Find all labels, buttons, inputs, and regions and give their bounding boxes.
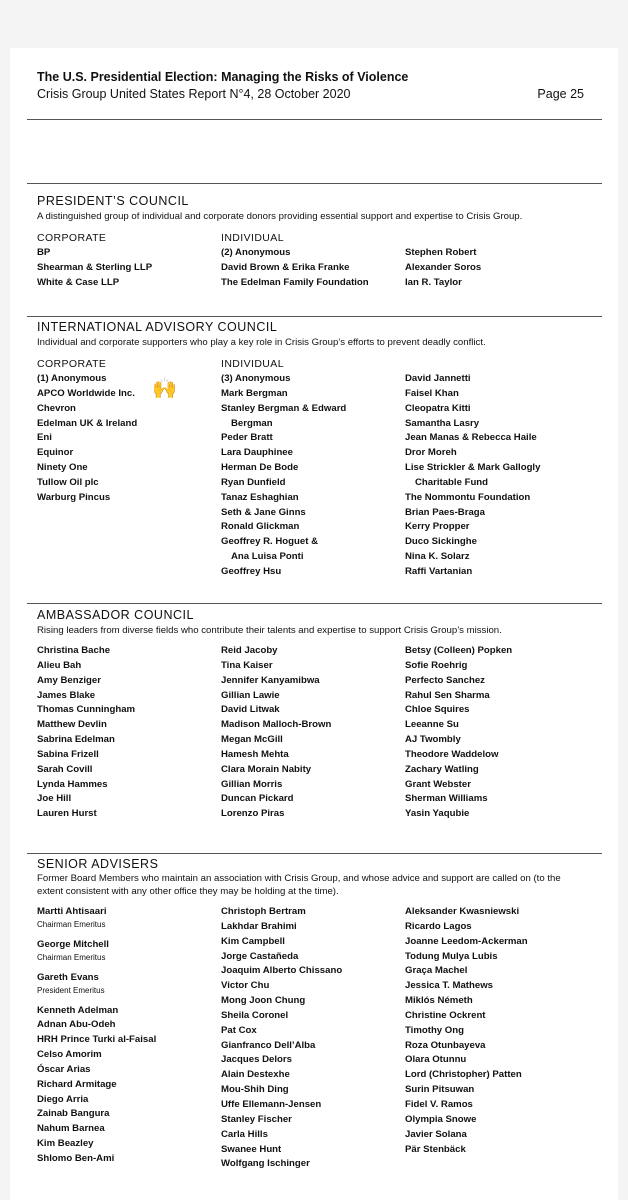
list-item: Ricardo Lagos [405,920,472,932]
list-item: Mong Joon Chung [221,995,306,1007]
list-item: Charitable Fund [415,476,489,488]
list-item: David Jannetti [405,373,471,384]
list-item: Lauren Hurst [37,808,97,820]
list-item: Miklós Németh [405,995,473,1007]
list-item: Geoffrey Hsu [221,565,282,577]
list-item: Swanee Hunt [221,1143,282,1155]
list-item: Joanne Leedom-Ackerman [405,935,528,947]
list-item: Adnan Abu-Odeh [37,1019,116,1031]
list-item: Timothy Ong [405,1024,464,1036]
list-item: Fidel V. Ramos [405,1098,473,1110]
list-item: Madison Malloch-Brown [221,719,332,731]
list-item: Eni [37,432,52,444]
list-item: Sheila Coronel [221,1009,289,1021]
list-item: Stanley Bergman & Edward [221,402,347,414]
section-title-ambassador-council: AMBASSADOR COUNCIL [37,608,194,622]
list-item: James Blake [37,689,96,701]
sa-emeriti-list [37,905,227,996]
section-description: A distinguished group of individual and corporate donors providing essential support and expertise to Crisis Group. [37,211,523,222]
list-item: Nahum Barnea [37,1123,105,1135]
list-item: Yasin Yaqubie [405,808,470,820]
list-item: Uffe Ellemann-Jensen [221,1098,322,1110]
list-item: Diego Arria [37,1093,89,1105]
sa-column-2 [221,905,411,1172]
emeritus-role: President Emeritus [37,985,105,995]
ac-column-2 [221,644,411,822]
list-item: Óscar Arias [37,1063,91,1075]
section-divider [27,853,602,854]
list-item: Faisel Khan [405,387,459,399]
list-item: Ryan Dunfield [221,476,286,488]
column-heading: INDIVIDUAL [221,358,284,370]
list-item: Duco Sickinghe [405,536,477,548]
ac-col1-list [37,644,227,822]
column-heading: CORPORATE [37,358,107,370]
list-item: Leeanne Su [405,719,459,731]
list-item: Clara Morain Nabity [221,763,312,775]
list-item: Reid Jacoby [221,645,278,656]
document-page [10,48,618,1200]
list-item: Kim Campbell [221,935,285,947]
list-item: Celso Amorim [37,1049,102,1061]
pc-col2-list [221,246,411,291]
report-subtitle: Crisis Group United States Report N°4, 28 October 2020 [37,87,351,101]
list-item: Sabrina Edelman [37,734,115,746]
list-item: Kim Beazley [37,1138,94,1150]
list-item: Lara Dauphinee [221,447,293,459]
list-item: Samantha Lasry [405,417,480,429]
list-item: Gillian Lawie [221,689,280,701]
list-item: Joe Hill [37,793,72,805]
list-item: Jennifer Kanyamibwa [221,674,320,686]
list-item: Jorge Castañeda [221,950,299,962]
list-item: Ana Luisa Ponti [231,551,304,563]
list-item: Grant Webster [405,778,471,790]
list-item: Lord (Christopher) Patten [405,1069,522,1081]
column-heading: INDIVIDUAL [221,232,284,244]
list-item: APCO Worldwide Inc. [37,387,135,399]
list-item: Jessica T. Mathews [405,980,493,992]
list-item: George Mitchell [37,938,109,950]
pc-col3-list [405,246,595,291]
emeritus-role: Chairman Emeritus [37,952,106,962]
sa-col2-list [221,905,411,1172]
list-item: Brian Paes-Braga [405,506,485,518]
list-item: Stephen Robert [405,247,477,258]
list-item: Richard Armitage [37,1078,117,1090]
list-item: White & Case LLP [37,276,120,288]
list-item: Lorenzo Piras [221,808,285,820]
list-item: Christine Ockrent [405,1009,486,1021]
list-item: Zainab Bangura [37,1108,110,1120]
sa-col1-list [37,1004,227,1167]
list-item: Peder Bratt [221,432,273,444]
list-item: Kenneth Adelman [37,1004,119,1016]
list-item: Olympia Snowe [405,1113,477,1125]
list-item: Mark Bergman [221,387,288,399]
list-item: Pär Stenbäck [405,1143,466,1155]
list-item: Matthew Devlin [37,719,107,731]
list-item: Hamesh Mehta [221,748,289,760]
iac-col1-list [37,372,227,506]
list-item: Megan McGill [221,734,283,746]
section-divider [27,183,602,184]
list-item: BP [37,247,51,258]
list-item: Aleksander Kwasniewski [405,906,520,917]
list-item: Sofie Roehrig [405,659,468,671]
pc-col1-list [37,246,227,291]
list-item: Roza Otunbayeva [405,1039,486,1051]
list-item: Gianfranco Dell’Alba [221,1039,316,1051]
list-item: Martti Ahtisaari [37,906,107,917]
ac-column-1 [37,644,227,822]
list-item: Sherman Williams [405,793,488,805]
list-item: Stanley Fischer [221,1113,292,1125]
list-item: Thomas Cunningham [37,704,136,716]
iac-individual-column [221,358,411,580]
section-divider [27,316,602,317]
list-item: Nina K. Solarz [405,551,470,563]
list-item: Cleopatra Kitti [405,402,471,414]
list-item: David Brown & Erika Franke [221,261,350,273]
sa-column-1 [37,905,227,1167]
list-item: Equinor [37,447,74,459]
list-item: Jean Manas & Rebecca Haile [405,432,537,444]
list-item: Duncan Pickard [221,793,294,805]
header-divider [27,119,602,120]
list-item: Javier Solana [405,1128,467,1140]
list-item: Bergman [231,417,273,429]
raised-hands-emoji: 🙌 [152,378,177,400]
list-item: Mou-Shih Ding [221,1084,289,1096]
iac-corporate-column [37,358,227,506]
list-item: Chloe Squires [405,704,470,716]
list-item: Rahul Sen Sharma [405,689,490,701]
list-item: Jacques Delors [221,1054,292,1066]
sa-column-3 [405,905,595,1157]
list-item: Sabina Frizell [37,748,99,760]
list-item: Tanaz Eshaghian [221,491,299,503]
section-description: Individual and corporate supporters who play a key role in Crisis Group’s efforts to prevent deadly conflict. [37,337,486,348]
column-heading: CORPORATE [37,232,107,244]
list-item: (3) Anonymous [221,373,291,384]
list-item: Herman De Bode [221,462,299,474]
section-divider [27,603,602,604]
pc-corporate-column [37,232,227,291]
list-item: Christoph Bertram [221,906,306,917]
list-item: Theodore Waddelow [405,748,499,760]
section-title-presidents-council: PRESIDENT’S COUNCIL [37,194,189,208]
list-item: HRH Prince Turki al-Faisal [37,1034,157,1046]
list-item: Gillian Morris [221,778,283,790]
list-item: Christina Bache [37,645,111,656]
list-item: Alain Destexhe [221,1069,290,1081]
list-item: Sarah Covill [37,763,93,775]
list-item: Tina Kaiser [221,659,273,671]
report-title: The U.S. Presidential Election: Managing the Risks of Violence [37,70,409,84]
list-item: Olara Otunnu [405,1054,467,1066]
ac-col2-list [221,644,411,822]
list-item: Victor Chu [221,980,270,992]
sa-col3-list [405,905,595,1157]
iac-individual-column-2 [405,372,595,580]
section-description: Former Board Members who maintain an association with Crisis Group, and whose advice and support are called on (to the extent consistent with any other office they may be holding at the time). [37,873,561,897]
list-item: Kerry Propper [405,521,470,533]
iac-col2-list [221,372,411,580]
list-item: The Edelman Family Foundation [221,276,369,288]
list-item: Shlomo Ben-Ami [37,1152,115,1164]
list-item: Zachary Watling [405,763,479,775]
list-item: Warburg Pincus [37,491,111,503]
list-item: Pat Cox [221,1024,257,1036]
list-item: (1) Anonymous [37,373,107,384]
list-item: Betsy (Colleen) Popken [405,645,513,656]
list-item: Perfecto Sanchez [405,674,485,686]
section-title-senior-advisers: SENIOR ADVISERS [37,857,159,871]
list-item: Alexander Soros [405,261,482,273]
list-item: Ninety One [37,462,88,474]
list-item: Joaquim Alberto Chissano [221,965,343,977]
list-item: (2) Anonymous [221,247,291,258]
list-item: Ronald Glickman [221,521,300,533]
list-item: Geoffrey R. Hoguet & [221,536,319,548]
pc-individual-column-2 [405,246,595,291]
list-item: Tullow Oil plc [37,476,99,488]
list-item: The Nommontu Foundation [405,491,531,503]
list-item: Graça Machel [405,965,468,977]
list-item: Lakhdar Brahimi [221,920,297,932]
list-item: Raffi Vartanian [405,565,473,577]
list-item: David Litwak [221,704,280,716]
list-item: Chevron [37,402,76,414]
page-number: Page 25 [537,87,584,101]
ac-col3-list [405,644,595,822]
list-item: Alieu Bah [37,659,82,671]
list-item: Wolfgang Ischinger [221,1158,310,1170]
ac-column-3 [405,644,595,822]
list-item: Gareth Evans [37,971,99,983]
section-title-international-advisory-council: INTERNATIONAL ADVISORY COUNCIL [37,320,278,334]
report-header [37,69,584,103]
list-item: Dror Moreh [405,447,457,459]
list-item: Lise Strickler & Mark Gallogly [405,462,541,474]
list-item: Seth & Jane Ginns [221,506,306,518]
list-item: Carla Hills [221,1128,268,1140]
section-description: Rising leaders from diverse fields who contribute their talents and expertise to support Crisis Group’s mission. [37,625,502,636]
list-item: Amy Benziger [37,674,101,686]
list-item: Lynda Hammes [37,778,108,790]
list-item: AJ Twombly [405,734,461,746]
list-item: Todung Mulya Lubis [405,950,498,962]
emeritus-role: Chairman Emeritus [37,919,106,929]
pc-individual-column [221,232,411,291]
list-item: Ian R. Taylor [405,276,462,288]
list-item: Edelman UK & Ireland [37,417,138,429]
list-item: Shearman & Sterling LLP [37,261,153,273]
list-item: Surin Pitsuwan [405,1084,475,1096]
iac-col3-list [405,372,595,580]
